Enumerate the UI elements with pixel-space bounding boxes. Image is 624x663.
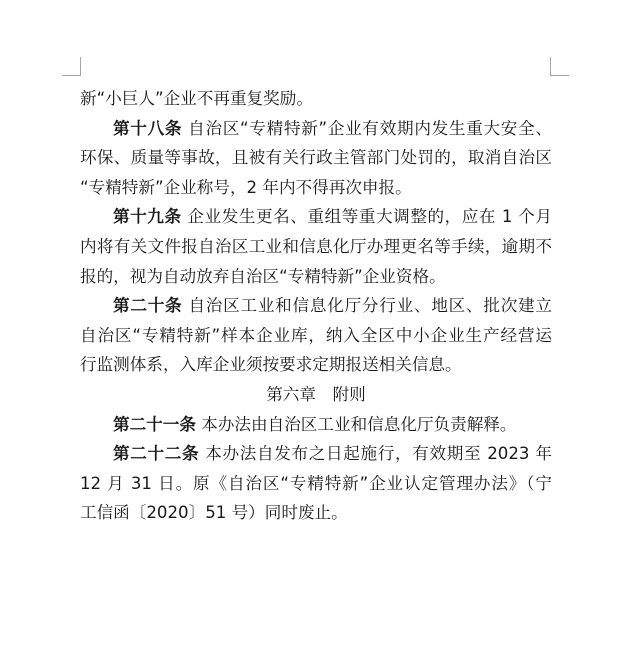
line-text: 工信函〔2020〕51 号）同时废止。 [80,503,348,523]
line-text: 本办法由自治区工业和信息化厅负责解释。 [201,414,517,434]
article-18-line [80,114,552,144]
article-label: 第二十一条 [113,414,196,434]
article-label: 第二十条 [113,296,183,316]
text-line [80,262,552,292]
margin-corner-mark-left [62,57,81,76]
line-text: 新“小巨人”企业不再重复奖励。 [80,89,313,108]
line-text: “专精特新”企业称号，2 年内不得再次申报。 [80,177,412,197]
text-line [80,350,552,380]
line-text: 环保、质量等事故，且被有关行政主管部门处罚的，取消自治区 [80,148,552,168]
line-text: 行监测体系，入库企业须按要求定期报送相关信息。 [80,355,462,375]
line-text: 内将有关文件报自治区工业和信息化厅办理更名等手续，逾期不 [80,236,552,256]
chapter-heading [80,380,552,410]
article-19-line [80,202,552,232]
text-line [80,469,552,499]
article-20-line [80,291,552,321]
margin-corner-mark-right [550,57,569,76]
article-21-line [80,410,552,440]
text-line [80,321,552,351]
article-label: 第十九条 [113,207,182,227]
line-text: 企业发生更名、重组等重大调整的，应在 1 个月 [187,207,553,227]
text-line [80,232,552,262]
article-22-line [80,439,552,469]
line-text: 自治区“专精特新”样本企业库，纳入全区中小企业生产经营运 [80,325,552,345]
line-text: 自治区“专精特新”企业有效期内发生重大安全、 [188,118,552,138]
line-text: 自治区工业和信息化厅分行业、地区、批次建立 [188,296,553,316]
chapter-title: 第六章 附则 [266,384,366,404]
text-line [80,173,552,203]
line-text: 本办法自发布之日起施行，有效期至 2023 年 [205,444,552,464]
article-label: 第十八条 [113,118,183,138]
line-text: 12 月 31 日。原《自治区“专精特新”企业认定管理办法》（宁 [80,473,552,493]
line-text: 报的，视为自动放弃自治区“专精特新”企业资格。 [80,266,446,286]
text-line [80,143,552,173]
text-line [80,84,552,114]
article-label: 第二十二条 [113,444,200,464]
document-body [80,84,552,528]
text-line [80,498,552,528]
